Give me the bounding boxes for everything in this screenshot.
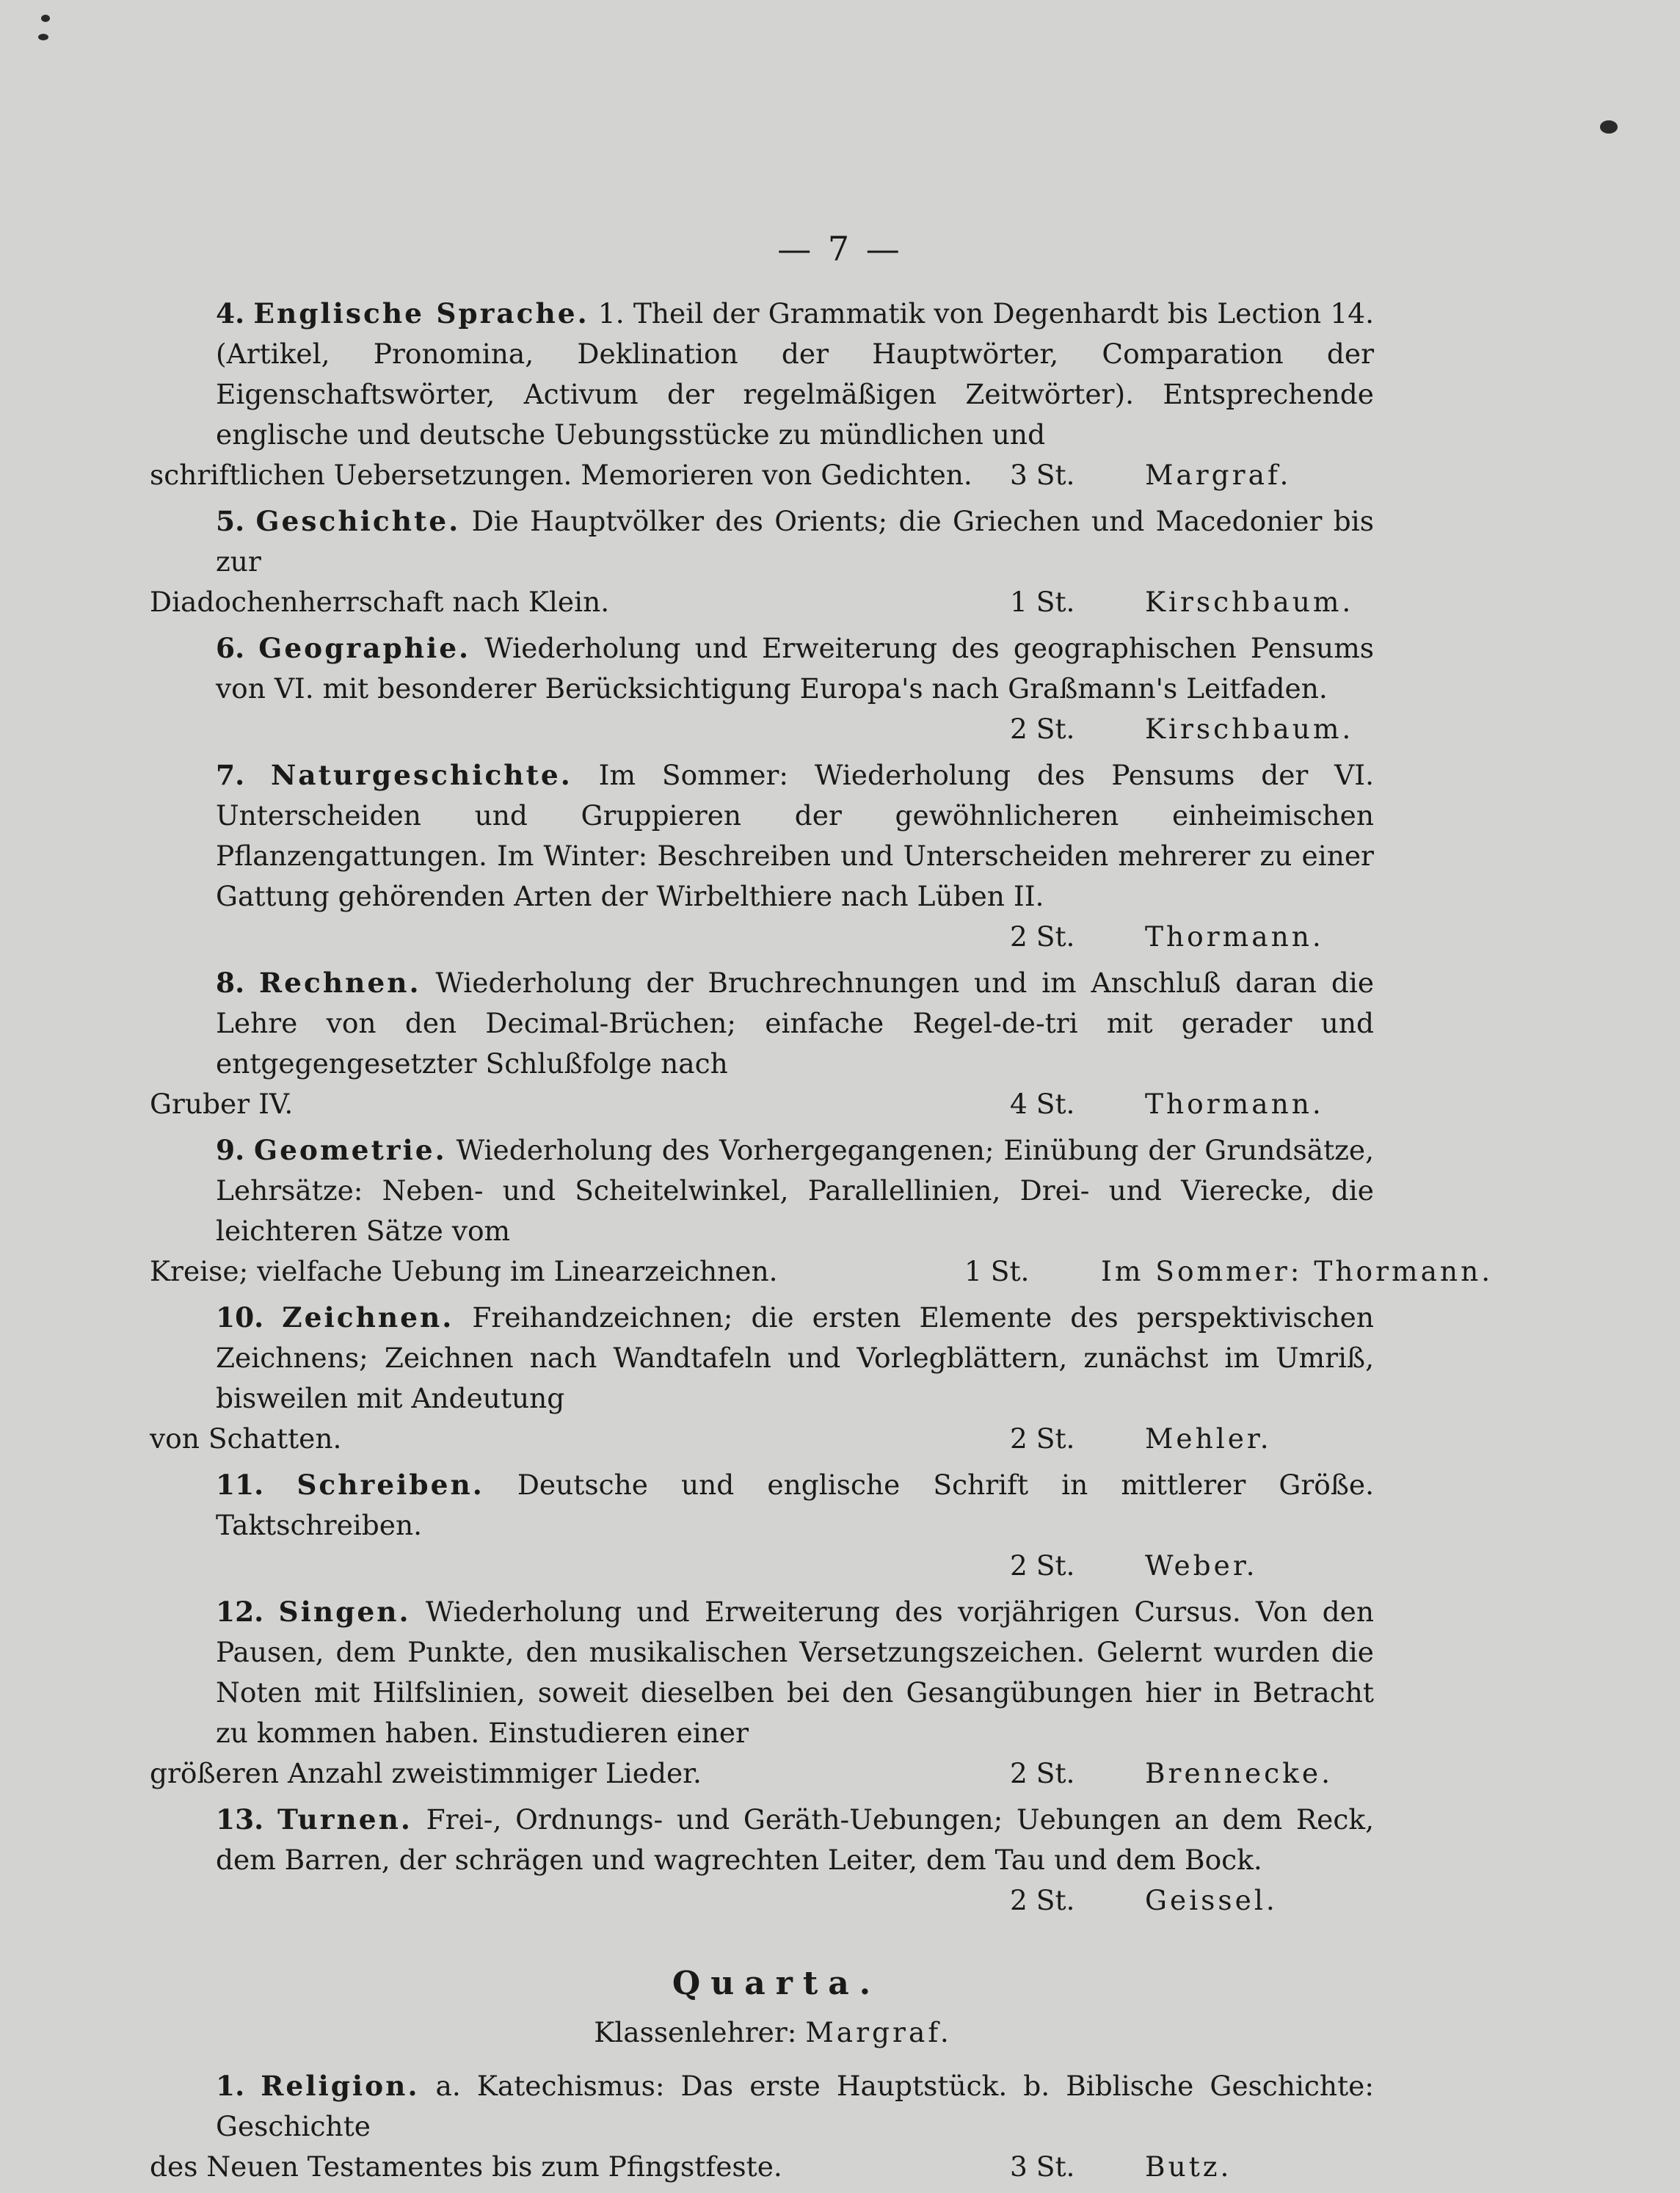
entry-gymnastics xyxy=(150,1800,1374,1921)
entry-teacher: Geissel. xyxy=(1145,1884,1278,1916)
entry-footer xyxy=(150,1880,1374,1921)
entry-text: Wiederholung und Erweiterung des geographischen Pensums von VI. mit besonderer Berücksichtigung Europa's nach Graßmann's Leitfaden. xyxy=(216,632,1375,705)
entry-teacher: Butz. xyxy=(1145,2150,1232,2183)
entry-teacher: Margraf. xyxy=(1145,459,1292,491)
entry-hours: 1 St. xyxy=(1010,586,1075,618)
entry-number: 1. xyxy=(216,2070,245,2102)
entry-natural-history xyxy=(150,755,1374,957)
entry-writing xyxy=(150,1465,1374,1586)
entry-drawing xyxy=(150,1298,1374,1459)
ink-speck xyxy=(1600,120,1618,134)
entry-text: Wiederholung des Vorhergegangenen; Einübung der Grundsätze, Lehrsätze: Neben- und Scheitelwinkel, Parallellinien, Drei- und Vierecke, die leichteren Sätze vom xyxy=(216,1134,1375,1247)
entry-english xyxy=(150,294,1374,495)
entry-subject: Rechnen. xyxy=(258,967,421,999)
entry-text: Frei-, Ordnungs- und Geräth-Uebungen; Uebungen an dem Reck, dem Barren, der schrägen und wagrechten Leiter, dem Tau und dem Bock. xyxy=(216,1803,1375,1876)
entry-footer xyxy=(150,1251,1494,1292)
entry-teacher: Brennecke. xyxy=(1145,1757,1334,1789)
ink-speck xyxy=(38,34,48,40)
entry-text: 1. Theil der Grammatik von Degenhardt bis Lection 14. (Artikel, Pronomina, Deklination der Hauptwörter, Comparation der Eigenschaftswörter, Activum der regelmäßigen Zeitwörter). Entsprechende englische und deutsche Uebungsstücke zu mündlichen und xyxy=(216,297,1374,451)
entry-subject: Geometrie. xyxy=(254,1134,447,1166)
entry-teacher: Kirschbaum. xyxy=(1145,586,1354,618)
entry-last-line: Diadochenherrschaft nach Klein. xyxy=(150,586,610,618)
entry-number: 8. xyxy=(216,967,245,999)
entry-last-line: größeren Anzahl zweistimmiger Lieder. xyxy=(150,1757,702,1789)
page-number: — 7 — xyxy=(777,229,903,269)
entry-geometry xyxy=(150,1130,1494,1292)
entry-number: 12. xyxy=(216,1596,264,1628)
entry-hours: 3 St. xyxy=(1010,459,1075,491)
entry-number: 6. xyxy=(216,632,245,664)
entry-hours: 2 St. xyxy=(1010,713,1075,745)
entry-subject: Geographie. xyxy=(258,632,471,664)
entry-subject: Schreiben. xyxy=(297,1469,484,1501)
entry-footer xyxy=(150,709,1374,749)
entry-hours: 2 St. xyxy=(1010,1549,1075,1582)
entry-singing xyxy=(150,1592,1374,1794)
entry-hours: 2 St. xyxy=(1010,1757,1075,1789)
entry-number: 5. xyxy=(216,505,245,537)
section-title: Quarta. xyxy=(672,1965,881,2002)
class-teacher-label: Klassenlehrer: xyxy=(594,2016,797,2048)
entry-number: 9. xyxy=(216,1134,245,1166)
entry-teacher: Im Sommer: Thormann. xyxy=(1101,1255,1494,1287)
entry-number: 10. xyxy=(216,1301,264,1334)
entry-text: a. Katechismus: Das erste Hauptstück. b. Biblische Geschichte: Geschichte xyxy=(216,2070,1374,2142)
entry-footer xyxy=(150,1753,1374,1794)
class-teacher-name: Margraf. xyxy=(805,2016,952,2048)
entry-subject: Geschichte. xyxy=(255,505,461,537)
entry-hours: 2 St. xyxy=(1010,1884,1075,1916)
entry-subject: Englische Sprache. xyxy=(253,297,589,330)
entry-religion xyxy=(150,2066,1374,2187)
entry-number: 13. xyxy=(216,1803,264,1836)
entry-subject: Singen. xyxy=(278,1596,411,1628)
entry-text: Wiederholung der Bruchrechnungen und im Anschluß daran die Lehre von den Decimal-Brüchen; einfache Regel-de-tri mit gerader und entgegengesetzter Schlußfolge nach xyxy=(216,967,1375,1080)
entry-teacher: Weber. xyxy=(1145,1549,1258,1582)
entry-teacher: Thormann. xyxy=(1145,920,1324,953)
entry-text: Wiederholung und Erweiterung des vorjährigen Cursus. Von den Pausen, dem Punkte, den musikalischen Versetzungszeichen. Gelernt wurden die Noten mit Hilfslinien, soweit dieselben bei den Gesangübungen hier in Betracht zu kommen haben. Einstudieren einer xyxy=(216,1596,1375,1749)
entry-number: 4. xyxy=(216,297,245,330)
entry-teacher: Thormann. xyxy=(1145,1088,1324,1120)
entry-text: Deutsche und englische Schrift in mittlerer Größe. Taktschreiben. xyxy=(216,1469,1374,1541)
ink-speck xyxy=(41,15,50,22)
entry-subject: Religion. xyxy=(261,2070,420,2102)
entry-last-line: Gruber IV. xyxy=(150,1088,294,1120)
entry-footer xyxy=(150,582,1374,622)
page-content xyxy=(150,294,1494,2193)
entry-footer xyxy=(150,1419,1374,1459)
entry-footer xyxy=(150,1546,1374,1586)
entry-arithmetic xyxy=(150,963,1374,1124)
entry-footer xyxy=(150,917,1374,957)
entry-teacher: Mehler. xyxy=(1145,1422,1272,1455)
entry-text: Freihandzeichnen; die ersten Elemente des perspektivischen Zeichnens; Zeichnen nach Wandtafeln und Vorlegblättern, zunächst im Umriß, bisweilen mit Andeutung xyxy=(216,1301,1375,1414)
entry-subject: Naturgeschichte. xyxy=(271,759,572,791)
entry-teacher: Kirschbaum. xyxy=(1145,713,1354,745)
entry-footer xyxy=(150,1084,1374,1124)
entry-last-line: von Schatten. xyxy=(150,1422,342,1455)
entry-hours: 4 St. xyxy=(1010,1088,1075,1120)
entry-last-line: schriftlichen Uebersetzungen. Memorieren von Gedichten. xyxy=(150,459,972,491)
entry-hours: 3 St. xyxy=(1010,2150,1075,2183)
entry-footer xyxy=(150,455,1374,495)
entry-history xyxy=(150,501,1374,622)
entry-geography xyxy=(150,628,1374,749)
entry-text: Die Hauptvölker des Orients; die Griechen und Macedonier bis zur xyxy=(216,505,1375,578)
entry-footer xyxy=(150,2147,1374,2187)
entry-last-line: des Neuen Testamentes bis zum Pfingstfeste. xyxy=(150,2150,782,2183)
entry-subject: Turnen. xyxy=(277,1803,412,1836)
entry-hours: 1 St. xyxy=(964,1255,1030,1287)
entry-last-line: Kreise; vielfache Uebung im Linearzeichnen. xyxy=(150,1255,778,1287)
entry-hours: 2 St. xyxy=(1010,920,1075,953)
entry-number: 11. xyxy=(216,1469,264,1501)
entry-hours: 2 St. xyxy=(1010,1422,1075,1455)
entry-subject: Zeichnen. xyxy=(282,1301,454,1334)
entry-number: 7. xyxy=(216,759,245,791)
entry-text: Im Sommer: Wiederholung des Pensums der VI. Unterscheiden und Gruppieren der gewöhnlicheren einheimischen Pflanzengattungen. Im Winter: Beschreiben und Unterscheiden mehrerer zu einer Gattung gehörenden Arten der Wirbelthiere nach Lüben II. xyxy=(216,759,1374,912)
class-teacher xyxy=(150,2012,1374,2053)
